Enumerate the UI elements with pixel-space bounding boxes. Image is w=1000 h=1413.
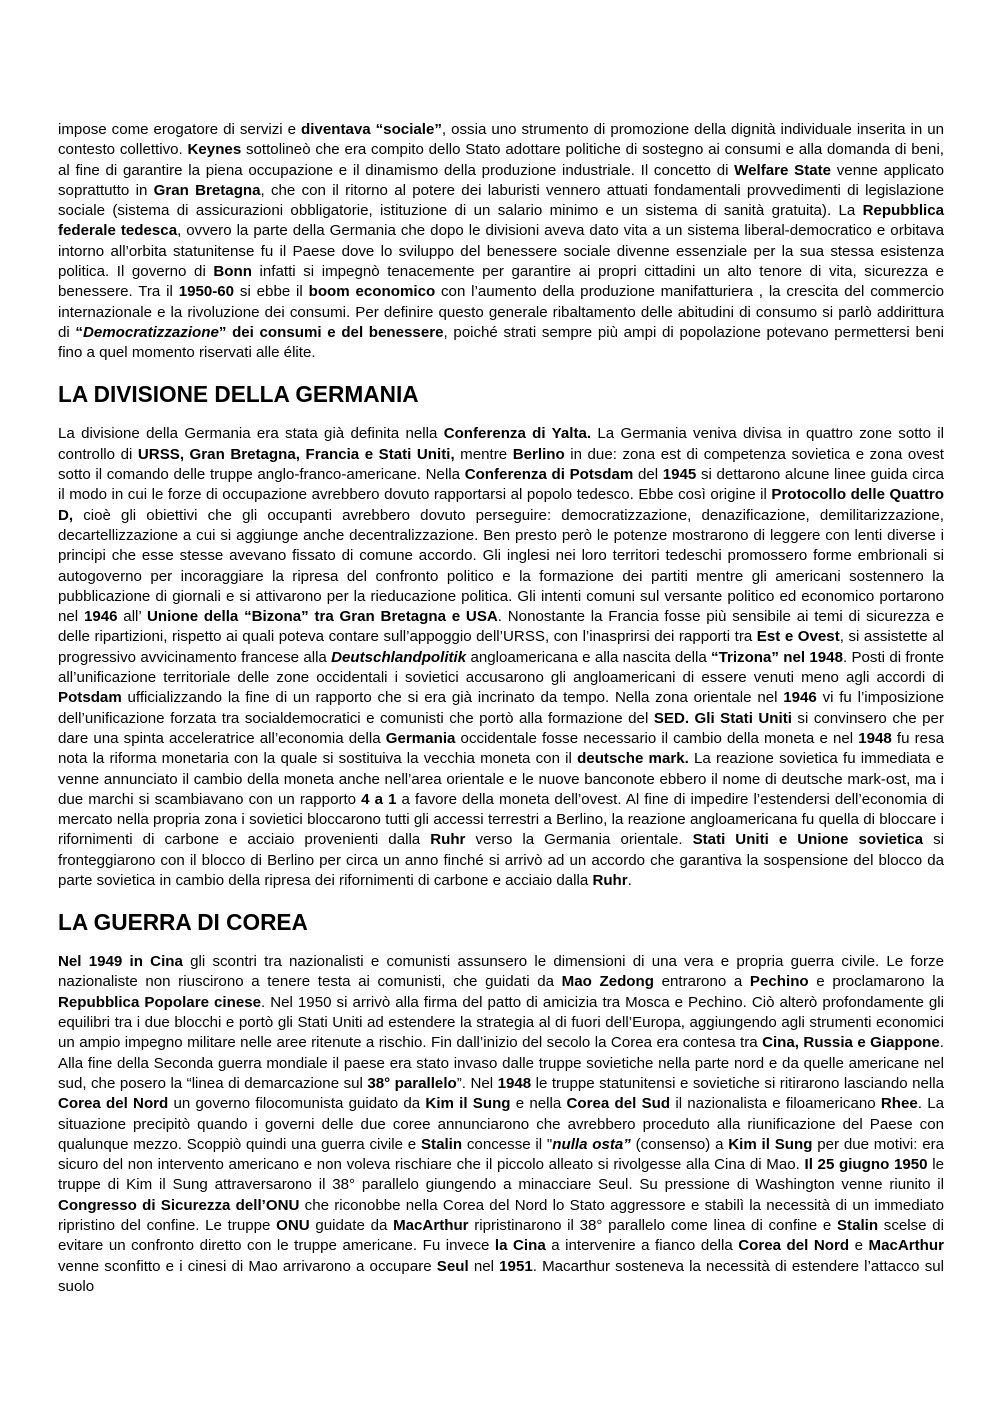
bold-text: Bonn	[213, 263, 252, 281]
bold-text: deutsche mark.	[577, 750, 689, 768]
text-run: , ossia uno strumento di promozione della dignità individuale inserita in un contesto collettivo.	[58, 121, 945, 159]
text-run: il nazionalista e filoamericano	[670, 1095, 881, 1113]
paragraph-germania	[58, 424, 944, 891]
text-run: .	[627, 871, 632, 889]
text-run: guidate da	[309, 1217, 394, 1235]
bold-text: Conferenza di Potsdam	[464, 466, 634, 484]
text-run: cioè gli obiettivi che gli occupanti avrebbero dovuto perseguire: democratizzazione, denazificazione, demilitarizzazione, decartellizzazione a cui si aggiunge anche decentralizzazione. Ben presto però le potenze mostrarono di leggere con lenti diverse i principi che esse stesse avevano fissato di comune accordo. Gli inglesi nei loro territori tedeschi promossero forme embrionali si autogoverno per incoraggiare la ripresa del confronto politico e la formazione dei partiti mentre gli americani sostennero la pubblicazione di giornali e si attivarono per la rieducazione politica. Gli intenti comuni sul versante politico ed economico portarono nel	[58, 506, 944, 626]
text-run: a intervenire a fianco della	[545, 1237, 739, 1255]
text-run: . Posti di fronte all’unificazione territoriale delle zone occidentali i sovietici accusarono gli angloamericani di essere venuti meno agli accordi di	[58, 648, 944, 687]
text-run: , che con il ritorno al potere dei laburisti vennero attuati fondamentali provvedimenti di legislazione sociale (sistema di assicurazioni obbligatorie, istituzione di un salario minimo e un sistema di sanità gratuita). La	[58, 181, 944, 220]
text-run: . La situazione precipitò quando i governi delle due coree annunciarono che avrebbero proceduto alla riunificazione del Paese con qualunque mezzo. Scoppiò quindi una guerra civile e	[58, 1095, 945, 1153]
bold-text: Germania	[385, 729, 456, 747]
text-run: e nella	[510, 1095, 567, 1113]
text-run: sottolineò che era compito dello Stato adottare politiche di sostegno ai consumi e alla domanda di beni, al fine di garantire la piena occupazione e il dinamismo della produzione industriale. Il concetto di	[58, 141, 944, 179]
bold-text: Kim il Sung	[425, 1095, 511, 1113]
paragraph-corea	[58, 952, 944, 1297]
bold-italic-text: Deutschlandpolitik	[331, 648, 467, 666]
text-run: , si assistette al progressivo avvicinamento francese alla	[58, 628, 944, 666]
text-run: ripristinarono il 38° parallelo come linea di confine e	[468, 1217, 837, 1235]
text-run: LA GUERRA DI COREA	[58, 908, 308, 935]
text-run: (consenso) a	[630, 1135, 729, 1153]
paragraph-welfare	[58, 120, 944, 364]
text-run: le truppe di Kim il Sung attraversarono il 38° parallelo giungendo a minacciare Seul. Su pressione di Washington venne riunito il	[58, 1156, 944, 1194]
text-run: in due: zona est di competenza sovietica e zona ovest sotto il comando delle truppe anglo-franco-americane. Nella	[58, 445, 945, 484]
text-run: concesse il "	[462, 1135, 553, 1153]
bold-text: ” dei consumi e del benessere	[218, 323, 444, 341]
text-run: , ovvero la parte della Germania che dopo le divisioni aveva dato vita a un sistema liberal-democratico e orbitava intorno all’orbita statunitense fu il Paese dove lo sviluppo del benessere sociale divenne essenziale per la sua stessa esistenza politica. Il governo di	[58, 222, 944, 281]
bold-text: Congresso di Sicurezza dell’ONU	[58, 1196, 300, 1214]
bold-text: Il 25 giugno 1950	[804, 1156, 928, 1174]
bold-italic-text: Democratizzazione	[82, 323, 219, 341]
bold-text: Welfare State	[734, 161, 832, 179]
text-run: con l’aumento della produzione manifatturiera , la crescita del commercio internazionale e la rivoluzione dei consumi. Per definire questo generale ribaltamento delle abitudini di consumo si parlò addirittura di	[58, 283, 944, 341]
bold-text: 1948	[858, 729, 892, 747]
text-run: le truppe statunitensi e sovietiche si ritirarono lasciando nella	[531, 1074, 944, 1092]
text-run: si ebbe il	[234, 283, 309, 301]
bold-text: Potsdam	[58, 689, 122, 707]
text-run: si fronteggiarono con il blocco di Berlino per circa un anno finché si arrivò ad un accordo che garantiva la sospensione del blocco da parte sovietica in cambio della ripresa dei rifornimenti di carbone e acciaio dalla	[58, 831, 944, 889]
text-run: venne sconfitto e i cinesi di Mao arrivarono a occupare	[58, 1257, 437, 1275]
paragraph-gap	[58, 932, 944, 952]
bold-text: Corea del Sud	[566, 1095, 671, 1113]
bold-text: ONU	[276, 1217, 310, 1235]
text-run: ufficializzando la fine di un rapporto che si era già incrinato da tempo. Nella zona orientale nel	[121, 689, 784, 707]
bold-text: Berlino	[512, 445, 565, 463]
text-run: infatti si impegnò tenacemente per garantire ai propri cittadini un alto tenore di vita, sicurezza e benessere. Tra il	[58, 263, 945, 301]
bold-text: Ruhr	[430, 831, 466, 849]
text-run: si dettarono alcune linee guida circa il modo in cui le forze di occupazione avrebbero dovuto rapportarsi al popolo tedesco. Ebbe così origine il	[58, 466, 945, 504]
text-run: all’	[117, 608, 147, 626]
text-run: venne applicato soprattutto in	[58, 161, 945, 199]
section-heading-heading-corea	[58, 908, 944, 935]
text-run: che riconobbe nella Corea del Nord lo Stato aggressore e stabilì la necessità di un immediato ripristino del confine. Le truppe	[58, 1196, 944, 1235]
section-heading-heading-germania	[58, 380, 944, 407]
bold-text: Protocollo delle Quattro D,	[58, 486, 944, 524]
bold-text: 1948	[497, 1074, 532, 1092]
text-run: ”. Nel	[456, 1074, 498, 1092]
bold-text: diventava “sociale”	[301, 121, 442, 138]
bold-text: 38° parallelo	[367, 1074, 457, 1092]
bold-text: Gran Bretagna	[153, 181, 261, 199]
bold-text: 1945	[662, 466, 697, 484]
text-run: si convinsero che per dare una spinta acceleratrice all’economia della	[58, 709, 944, 747]
bold-text: Stalin	[836, 1217, 879, 1235]
text-run: scelse di evitare un confronto diretto con le truppe americane. Fu invece	[58, 1217, 945, 1255]
text-run: . Nonostante la Francia fosse più sensibile ai temi di sicurezza e delle ripartizioni, rispetto ai quali poteva contare sull’appoggio dell’URSS, con l’inasprirsi dei rapporti tra	[58, 608, 944, 646]
bold-text: Corea del Nord	[738, 1237, 850, 1255]
bold-text: 1950-60	[178, 283, 235, 301]
text-run: un governo filocomunista guidato da	[168, 1095, 426, 1113]
text-run: . Alla fine della Seconda guerra mondiale il paese era stato invaso dalle truppe sovietiche nella parte nord e da quelle americane nel sud, che posero la “linea di demarcazione sul	[58, 1034, 944, 1092]
text-run: angloamericana e alla nascita della	[466, 648, 712, 666]
text-run: vi fu l’imposizione dell’unificazione forzata tra socialdemocratici e comunisti che portò alla formazione del	[58, 689, 944, 727]
text-run: La reazione sovietica fu immediata e venne annunciato il cambio della moneta anche nell’area orientale e le nuove banconote ebbero il nome di deutsche mark-ost, ma i due marchi si scambiavano con un rapporto	[58, 750, 945, 808]
text-run: del	[633, 466, 663, 484]
bold-text: URSS, Gran Bretagna, Francia e Stati Uniti,	[137, 445, 455, 463]
text-run: La divisione della Germania era stata già definita nella	[58, 425, 444, 443]
text-run: nel	[468, 1257, 500, 1275]
bold-text: “	[75, 323, 83, 341]
bold-italic-text: nulla osta”	[552, 1135, 631, 1153]
bold-text: Mao Zedong	[561, 973, 654, 991]
bold-text: Seul	[436, 1257, 469, 1275]
document-page	[58, 120, 944, 1297]
bold-text: Stati Uniti e Unione sovietica	[692, 831, 924, 849]
bold-text: Repubblica federale tedesca	[58, 202, 944, 240]
bold-text: SED. Gli Stati Uniti	[653, 709, 792, 727]
bold-text: Nel 1949 in Cina	[58, 953, 183, 971]
text-run: . Nel 1950 si arrivò alla firma del patto di amicizia tra Mosca e Pechino. Ciò alterò profondamente gli equilibri tra i due blocchi e portò gli Stati Uniti ad estendere la strategia al di fuori dell’Europa, aggiungendo agli strumenti economici un ampio impegno militare nelle aree ritenute a rischio. Fin dall’inizio del secolo la Corea era contesa tra	[58, 993, 944, 1052]
bold-text: Unione della “Bizona” tra Gran Bretagna e USA	[146, 608, 498, 626]
bold-text: Est e Ovest	[756, 628, 840, 646]
bold-text: “Trizona” nel 1948	[711, 648, 843, 666]
text-run: impose come erogatore di servizi e	[58, 121, 302, 138]
text-run: gli scontri tra nazionalisti e comunisti assunsero le dimensioni di una vera e propria guerra civile. Le forze nazionaliste non riuscirono a tenere testa ai comunisti, che guidati da	[58, 953, 944, 991]
bold-text: MacArthur	[868, 1237, 944, 1255]
bold-text: Stalin	[420, 1135, 463, 1153]
text-run: LA DIVISIONE DELLA GERMANIA	[58, 380, 419, 407]
text-run: , poiché strati sempre più ampi di popolazione potevano permettersi beni fino a quel momento riservati alle élite.	[58, 323, 944, 362]
paragraph-gap	[58, 404, 944, 424]
bold-text: 1951	[499, 1257, 533, 1275]
bold-text: Pechino	[749, 973, 809, 991]
bold-text: 4 a 1	[361, 790, 397, 808]
text-run: per due motivi: era sicuro del non intervento americano e non voleva rischiare che il piccolo alleato si rivolgesse alla Cina di Mao.	[58, 1135, 945, 1174]
bold-text: Keynes	[187, 141, 242, 159]
text-run: fu resa nota la riforma monetaria con la quale si sostituiva la vecchia moneta con il	[58, 729, 945, 768]
text-run: La Germania veniva divisa in quattro zone sotto il controllo di	[58, 425, 945, 463]
text-run: e proclamarono la	[808, 973, 945, 991]
bold-text: MacArthur	[393, 1217, 469, 1235]
bold-text: Repubblica Popolare cinese	[58, 993, 261, 1011]
bold-text: boom economico	[308, 283, 436, 301]
text-run: occidentale fosse necessario il cambio della moneta e nel	[455, 729, 859, 747]
text-run: verso la Germania orientale.	[465, 831, 693, 849]
text-run: a favore della moneta dell’ovest. Al fine di impedire l’estendersi dell’economia di mercato nella propria zona i sovietici bloccarono tutti gli accessi terrestri a Berlino, la reazione angloamericana fu quella di bloccare i rifornimenti di carbone e acciaio provenienti dalla	[58, 790, 944, 849]
bold-text: Cina, Russia e Giappone	[762, 1034, 940, 1052]
bold-text: Rhee	[880, 1095, 918, 1113]
bold-text: Conferenza di Yalta.	[443, 425, 592, 443]
text-run: mentre	[454, 445, 513, 463]
bold-text: Corea del Nord	[58, 1095, 169, 1113]
bold-text: Kim il Sung	[728, 1135, 813, 1153]
text-run: . Macarthur sosteneva la necessità di estendere l’attacco sul suolo	[58, 1257, 944, 1295]
bold-text: Ruhr	[592, 871, 628, 889]
text-run: entrarono a	[653, 973, 750, 991]
bold-text: la Cina	[494, 1237, 546, 1255]
text-run: e	[849, 1237, 869, 1255]
bold-text: 1946	[783, 689, 817, 707]
bold-text: 1946	[83, 608, 118, 626]
